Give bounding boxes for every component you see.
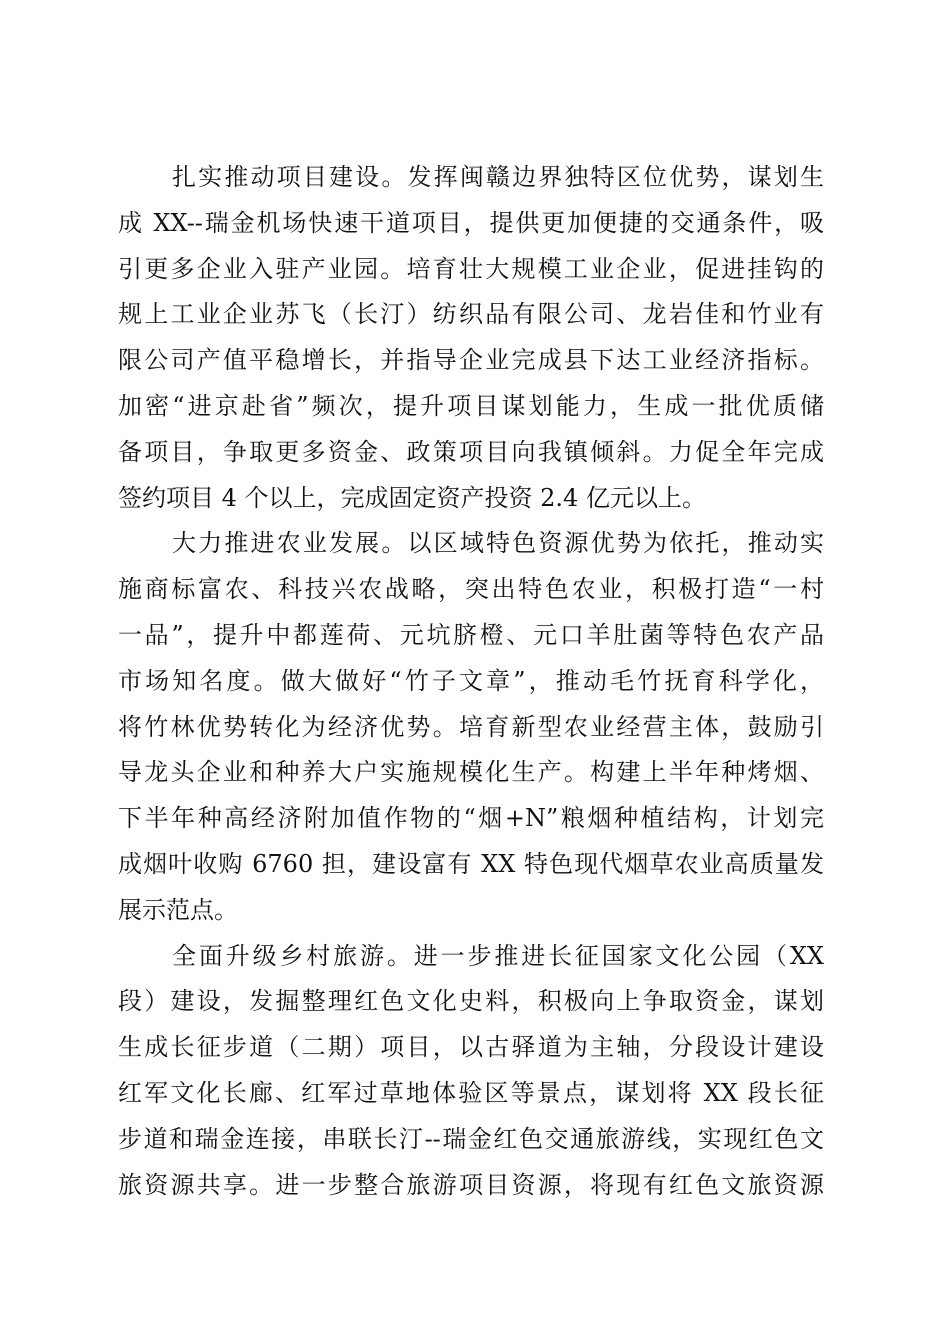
text-line: 加密“进京赴省”频次，提升项目谋划能力，生成一批优质储 — [118, 391, 824, 420]
text-line: 生成长征步道（二期）项目，以古驿道为主轴，分段设计建设 — [118, 1033, 824, 1062]
text-line: 规上工业企业苏飞（长汀）纺织品有限公司、龙岩佳和竹业有 — [118, 300, 824, 329]
text-line: 全面升级乡村旅游。进一步推进长征国家文化公园（XX — [172, 941, 824, 970]
text-line: 步道和瑞金连接，串联长汀--瑞金红色交通旅游线，实现红色文 — [118, 1124, 824, 1153]
text-line: 扎实推动项目建设。发挥闽赣边界独特区位优势，谋划生 — [172, 163, 824, 191]
text-line: 引更多企业入驻产业园。培育壮大规模工业企业，促进挂钩的 — [118, 254, 824, 283]
paragraph-rural-tourism — [118, 934, 824, 1209]
text-line: 展示范点。 — [118, 895, 238, 924]
text-line: 段）建设，发掘整理红色文化史料，积极向上争取资金，谋划 — [118, 987, 824, 1016]
text-line: 限公司产值平稳增长，并指导企业完成县下达工业经济指标。 — [118, 346, 824, 375]
document-body — [118, 155, 824, 1208]
text-line: 施商标富农、科技兴农战略，突出特色农业，积极打造“一村 — [118, 575, 824, 604]
text-line: 旅资源共享。进一步整合旅游项目资源，将现有红色文旅资源 — [118, 1170, 824, 1199]
text-line: 市场知名度。做大做好“竹子文章”，推动毛竹抚育科学化， — [118, 666, 824, 695]
text-line: 签约项目 4 个以上，完成固定资产投资 2.4 亿元以上。 — [118, 483, 706, 512]
text-line: 下半年种高经济附加值作物的“烟+N”粮烟种植结构，计划完 — [118, 804, 824, 833]
text-line: 将竹林优势转化为经济优势。培育新型农业经营主体，鼓励引 — [118, 712, 824, 741]
text-line: 一品”，提升中都莲荷、元坑脐橙、元口羊肚菌等特色农产品 — [118, 620, 824, 649]
text-line: 成 XX--瑞金机场快速干道项目，提供更加便捷的交通条件，吸 — [118, 208, 824, 237]
text-line: 大力推进农业发展。以区域特色资源优势为依托，推动实 — [172, 529, 824, 558]
text-line: 成烟叶收购 6760 担，建设富有 XX 特色现代烟草农业高质量发 — [118, 849, 824, 878]
paragraph-project-construction — [118, 155, 824, 521]
paragraph-agriculture-development — [118, 521, 824, 933]
text-line: 备项目，争取更多资金、政策项目向我镇倾斜。力促全年完成 — [118, 437, 824, 466]
text-line: 红军文化长廊、红军过草地体验区等景点，谋划将 XX 段长征 — [118, 1078, 824, 1107]
text-line: 导龙头企业和种养大户实施规模化生产。构建上半年种烤烟、 — [118, 758, 824, 787]
